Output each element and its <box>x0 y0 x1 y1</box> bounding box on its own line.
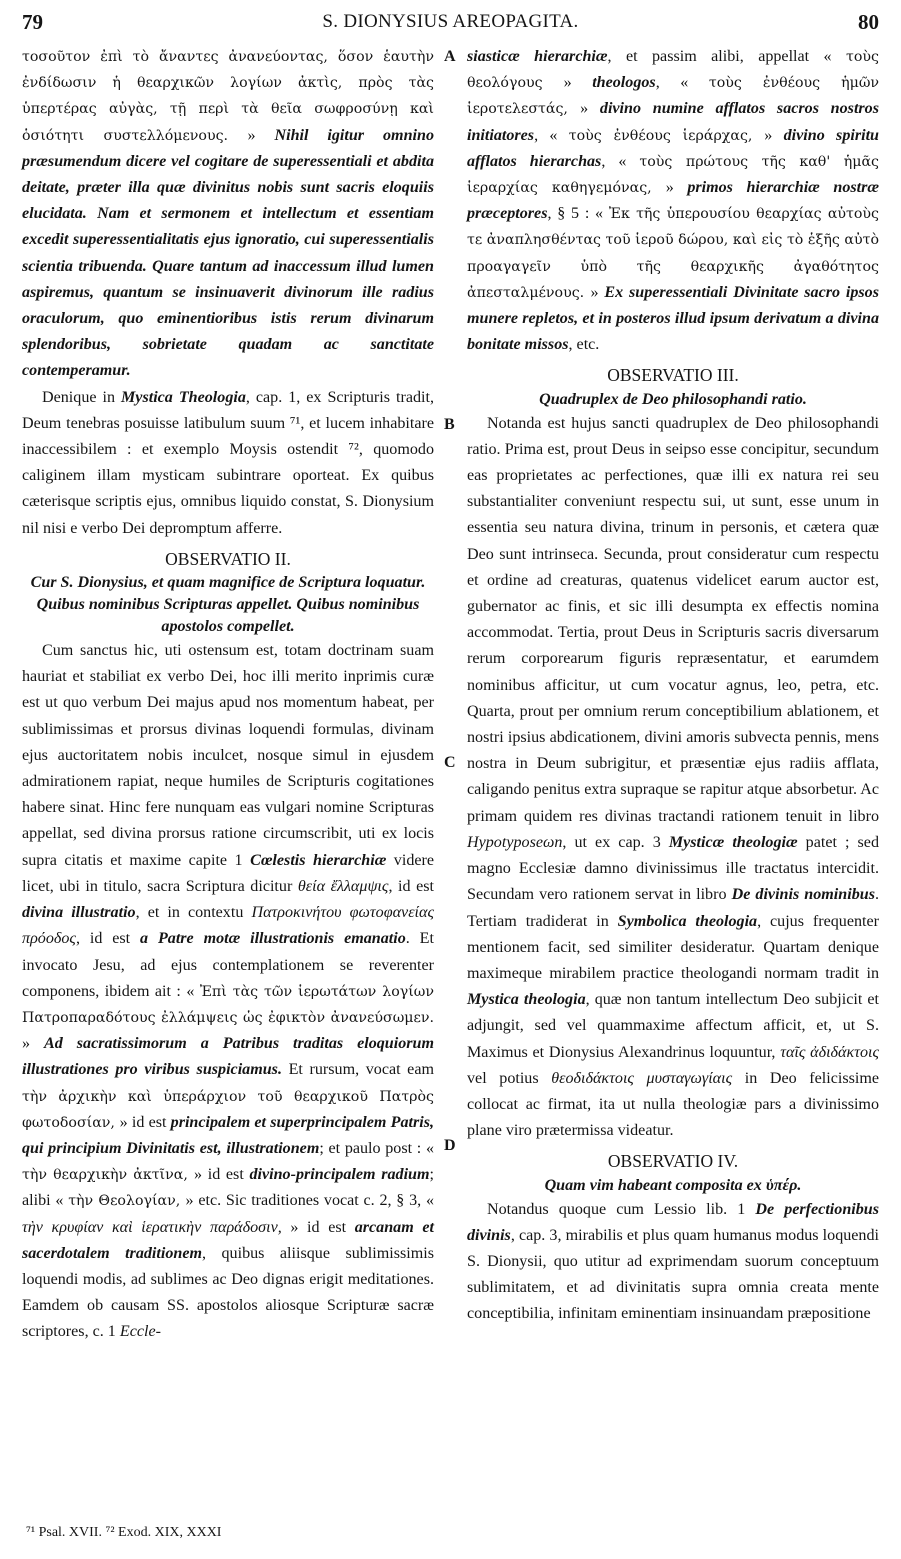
right-p2-segment: , ut ex cap. 3 <box>562 833 669 851</box>
right-p3-segment: , cap. 3, mirabilis et plus quam humanus modus loquendi S. Dionysii, quo utitur ad exprimendam suorum conceptuum sublimitatem, et ad divinitatis supra omnia creata mente conceptibilia, infinitam eminentiam insinuandam præpositione <box>467 1226 879 1323</box>
right-p2-segment: patet ; sed magno Ecclesiæ damno divinissimus ille tractatus intercidit. Secundam vero rationem servat in libro <box>467 833 879 904</box>
right-p2-segment: Notanda est hujus sancti quadruplex de Deo philosophandi ratio. Prima est, prout Deus in seipso esse concipitur, secundum eas proprietates ac perfectiones, quæ illi ex natura rei seu substantialiter conveniunt respectu sui, ut sunt, esse unum in essentia seu natura divina, trinum in personis, et cætera quæ Deo sunt intrinseca. Secunda, prout consideratur cum respectu et ordine ad creaturas, quatenus videlicet earum auctor est, gubernator ac finis, et sic illi desumpta ex effectis nomina accommodat. Tertia, prout Deus in Scripturis sacris diversarum rerum corporearum figuris repræsentatur, et earumdem nominibus afficitur, ut cum vocatur agnus, leo, petra, etc. Quarta, prout per omnium rerum conceptibilium ablationem, et nostri ipsius abdicationem, divini amoris subvecta pennis, mens nostra in Deum subrigitur, et præsentiæ ejus radiis afflata, caligando penitus extra supraque se rapitur atque absorbetur. Ac primam quidem res divinas tractandi rationem tenuit in libro <box>467 414 879 825</box>
right-p1-segment: τοὺς ἐνθέους ἱεράρχας, <box>568 127 765 144</box>
left-p1-segment: » <box>247 126 275 144</box>
section-subtitle-observatio-4: Quam vim habeant composita ex ὑπέρ. <box>544 1176 802 1194</box>
section-heading-observatio-2: OBSERVATIO II. <box>165 548 291 569</box>
right-p1-segment: » <box>563 74 593 92</box>
right-p2-segment: ταῖς ἀδιδάκτοις <box>780 1043 879 1061</box>
left-p3-segment: , quibus aliisque sublimissimis loquendi modis, ad sublimes ac Deo dignas erigit meditationes. Eamdem ob causam SS. apostolos aliosque Scripturæ sacræ scriptores, c. 1 <box>22 1244 434 1341</box>
right-p2-segment: vel potius <box>467 1069 552 1087</box>
margin-letter-c: C <box>444 754 456 771</box>
left-paragraph-denique <box>22 385 434 542</box>
right-p1-segment: τοὺς πρώτους τῆς καθ' ἡμᾶς ἱεραρχίας καθηγεμόνας, <box>467 153 879 197</box>
left-p3-segment: τὴν ἀρχικὴν καὶ ὑπεράρχιον τοῦ θεαρχικοῦ Πατρὸς φωτοδοσίαν, <box>22 1088 434 1131</box>
left-p3-segment: θεία ἔλλαμψις <box>297 877 389 895</box>
right-p1-segment: siasticæ hierarchiæ <box>467 48 608 65</box>
left-p3-segment: Ἐπὶ τὰς τῶν ἱερωτάτων λογίων Πατροπαραδότους ἐλλάμψεις ὡς ἐφικτὸν ἀνανεύσωμεν. <box>22 983 434 1026</box>
page-number-right: 80 <box>858 10 879 34</box>
left-p3-segment: divina illustratio <box>22 904 136 922</box>
right-p1-segment: Ἐκ τῆς ὑπερουσίου θεαρχίας αὐτοὺς τε ἀναπλησθέντας τοῦ ἱεροῦ δώρου, καὶ εἰς τὸ ἑξῆς αὐτὸ προαγαγεῖν ὑπὸ τῆς θεαρχικῆς ἀγαθότητος ἀπεσταλμένους. <box>467 206 879 301</box>
right-p1-segment: Ex superessentiali Divinitate sacro ipsos munere repletos, et in posteros illud ipsum derivatum a divina bonitate missos <box>467 283 879 354</box>
right-p1-segment: » <box>580 100 600 118</box>
left-paragraph-cum-sanctus <box>22 638 434 1345</box>
right-column <box>467 44 879 1328</box>
left-p3-segment: . Et invocato Jesu, ad ejus contemplationem se reverenter componens, ibidem ait : « <box>22 930 434 1000</box>
page-number-left: 79 <box>22 10 43 34</box>
left-paragraph-continuation <box>22 44 434 385</box>
right-paragraph-notanda <box>467 411 879 1145</box>
right-p1-segment: , etc. <box>568 336 600 354</box>
left-p3-segment: divino-principalem radium <box>249 1166 430 1184</box>
left-p3-segment: τὴν θεαρχικὴν ἀκτῖνα, <box>22 1167 194 1184</box>
right-p1-segment: theologos <box>592 74 656 92</box>
left-column <box>22 44 434 1346</box>
left-p3-segment: Cœlestis hierarchiæ <box>250 851 387 869</box>
left-p3-segment: Eccle- <box>119 1323 161 1341</box>
left-p3-segment: » id est <box>119 1113 171 1131</box>
right-p1-segment: » <box>665 179 688 197</box>
right-p2-segment: Symbolica theologia <box>617 912 758 930</box>
section-subtitle-observatio-3: Quadruplex de Deo philosophandi ratio. <box>539 390 807 408</box>
right-p2-segment: Hypotyposeωn <box>467 833 563 851</box>
right-p1-segment: , « <box>655 74 709 92</box>
right-paragraph-notandus <box>467 1197 879 1328</box>
right-p1-segment: » <box>590 283 605 301</box>
right-p2-segment: in Deo felicissime collocat ac firmat, ita ut nulla theologiæ pars a divinissimo plane viro prætermissa videatur. <box>467 1069 880 1140</box>
left-p3-segment: » <box>22 1035 45 1053</box>
right-p1-segment: , § 5 : « <box>547 205 609 223</box>
right-p1-segment: » <box>764 126 784 144</box>
right-p2-segment: , cujus frequenter mentionem facit, sed similiter desideratur. Quartam denique maximeque mirabilem practice theologandi normam tradit in <box>467 912 880 982</box>
section-subtitle-observatio-2: Cur S. Dionysius, et quam magnifice de Scriptura loquatur. Quibus nominibus Scripturas appellet. Quibus nominibus apostolos compellet. <box>30 574 426 636</box>
left-p3-segment: , id est <box>388 877 435 895</box>
left-p3-segment: Et rursum, vocat eam <box>281 1061 434 1079</box>
right-p2-segment: De divinis nominibus <box>731 886 875 904</box>
margin-letter-d: D <box>444 1137 456 1154</box>
left-p3-segment: videre licet, ubi in titulo, sacra Scriptura dicitur <box>22 851 435 895</box>
right-p1-segment: τοὺς θεολόγους <box>467 49 879 92</box>
running-header <box>22 10 879 40</box>
margin-letter-a: A <box>444 48 456 65</box>
right-p2-segment: Mystica theologia <box>467 991 586 1009</box>
left-p3-segment: τὴν κρυφίαν καὶ ἱερατικὴν παράδοσιν, <box>22 1218 291 1236</box>
margin-letter-b: B <box>444 416 455 433</box>
left-p2-segment: Denique in <box>42 388 121 406</box>
left-p3-segment: ; alibi « <box>22 1166 434 1210</box>
section-heading-observatio-4: OBSERVATIO IV. <box>607 1151 739 1172</box>
left-p1-segment: τοσοῦτον ἐπὶ τὸ ἄναντες ἀνανεύοντας, ὅσον ἑαυτὴν ἐνδίδωσιν ἡ θεαρχικῶν λογίων ἀκτὶς, πρὸς τὰς ὑπερτέρας αὐγὰς, τῇ περὶ τὰ θεῖα σωφροσύνῃ καὶ ὁσιότητι συστελλόμενους. <box>22 49 434 144</box>
left-p3-segment: , et in contextu <box>135 904 252 922</box>
left-p3-segment: a Patre motæ illustrationis emanatio <box>140 930 406 948</box>
right-paragraph-continuation <box>467 44 879 358</box>
right-p1-segment: , et passim alibi, appellat « <box>607 48 847 65</box>
left-p1-segment: Nihil igitur omnino præsumendum dicere vel cogitare de superessentiali et abdita deitate, præter illa quæ divinitus nobis sunt sacris eloquiis elucidata. Nam et sermonem et intellectum et essentiam excedit superessentialitatis ejus ignoratio, cui superessentialis scientia tribuenda. Quare tantum ad inaccessum illud lumen aspiremus, quantum se insinuaverit divinorum ille radius oraculorum, quo eminentioribus istis rerum divinarum splendoribus, sobrietate quadam ac sanctitate contemperamur. <box>22 126 434 380</box>
left-p2-segment: , cap. 1, ex Scripturis tradit, Deum tenebras posuisse latibulum suum ⁷¹, et lucem inhabitare inaccessibilem : et exemplo Moysis ostendit ⁷², quomodo caliginem illam mysticam subintrare oporteat. Ex quibus cæterisque scriptis ejus, omnibus liquido constat, S. Dionysium nil nisi e verbo Dei depromptum afferre. <box>22 388 434 537</box>
left-p3-segment: Cum sanctus hic, uti ostensum est, totam doctrinam suam hauriat et stabiliat ex verbo Dei, hoc illi merito inprimis curæ est ut quo verbum Dei majus apud nos momentum habeat, per sublimissimas et prorsus divinas loquendi formulas, divinam ejus auctoritatem nobis inculcet, nosque simul in ejusdem admirationem rapiat, neque humiles de Scripturis cogitationes habere sinat. Hinc fere nunquam eas vulgari nomine Scripturas appellat, sed divina prorsus ratione circumscribit, uti ex locis supra citatis et maxime capite 1 <box>22 642 434 869</box>
left-p3-segment: Πατροκινήτου φωτοφανείας πρόοδος <box>22 904 434 948</box>
left-p3-segment: principalem et superprincipalem Patris, qui principium Divinitatis est, illustrationem <box>22 1113 435 1157</box>
right-p1-segment: τοὺς ἐνθέους ἡμῶν ἱεροτελεστάς, <box>467 75 880 118</box>
left-p3-segment: » etc. Sic traditiones vocat c. 2, § 3, « <box>185 1192 435 1210</box>
right-p2-segment: θεοδιδάκτοις μυσταγωγίαις <box>551 1069 733 1087</box>
footnote: ⁷¹ Psal. XVII. ⁷² Exod. XIX, XXXI <box>26 1525 222 1540</box>
left-p3-segment: arcanam et sacerdotalem traditionem <box>22 1218 435 1262</box>
right-p2-segment: Mysticæ theologiæ <box>668 833 798 851</box>
running-title: S. DIONYSIUS AREOPAGITA. <box>322 11 579 32</box>
left-p3-segment: » id est <box>194 1166 250 1184</box>
right-p3-segment: Notandus quoque cum Lessio lib. 1 <box>487 1200 756 1218</box>
right-p2-segment: , quæ non tantum intellectum Deo subjicit et adjungit, sed vel quammaxime affectum afficit, et, ut S. Maximus et Dionysius Alexandrinus loquuntur, <box>467 991 879 1061</box>
left-p3-segment: » id est <box>290 1218 355 1236</box>
left-p3-segment: Ad sacratissimorum a Patribus traditas eloquiorum illustrationes pro viribus suspiciamus. <box>22 1035 434 1079</box>
right-p1-segment: divino spiritu afflatos hierarchas <box>467 126 879 170</box>
left-p3-segment: ; et paulo post : « <box>319 1139 434 1157</box>
right-p1-segment: , « <box>601 152 640 170</box>
right-p1-segment: , « <box>534 126 569 144</box>
left-p3-segment: τὴν Θεολογίαν, <box>68 1193 186 1210</box>
left-p2-segment: Mystica Theologia <box>121 388 246 406</box>
right-p1-segment: primos hierarchiæ nostræ præceptores <box>467 179 879 223</box>
right-p1-segment: divino numine afflatos sacros nostros initiatores <box>467 100 879 144</box>
left-p3-segment: , id est <box>75 930 141 948</box>
right-p2-segment: . Tertiam tradiderat in <box>467 886 879 930</box>
section-heading-observatio-3: OBSERVATIO III. <box>607 365 739 386</box>
right-p3-segment: De perfectionibus divinis <box>467 1200 879 1244</box>
